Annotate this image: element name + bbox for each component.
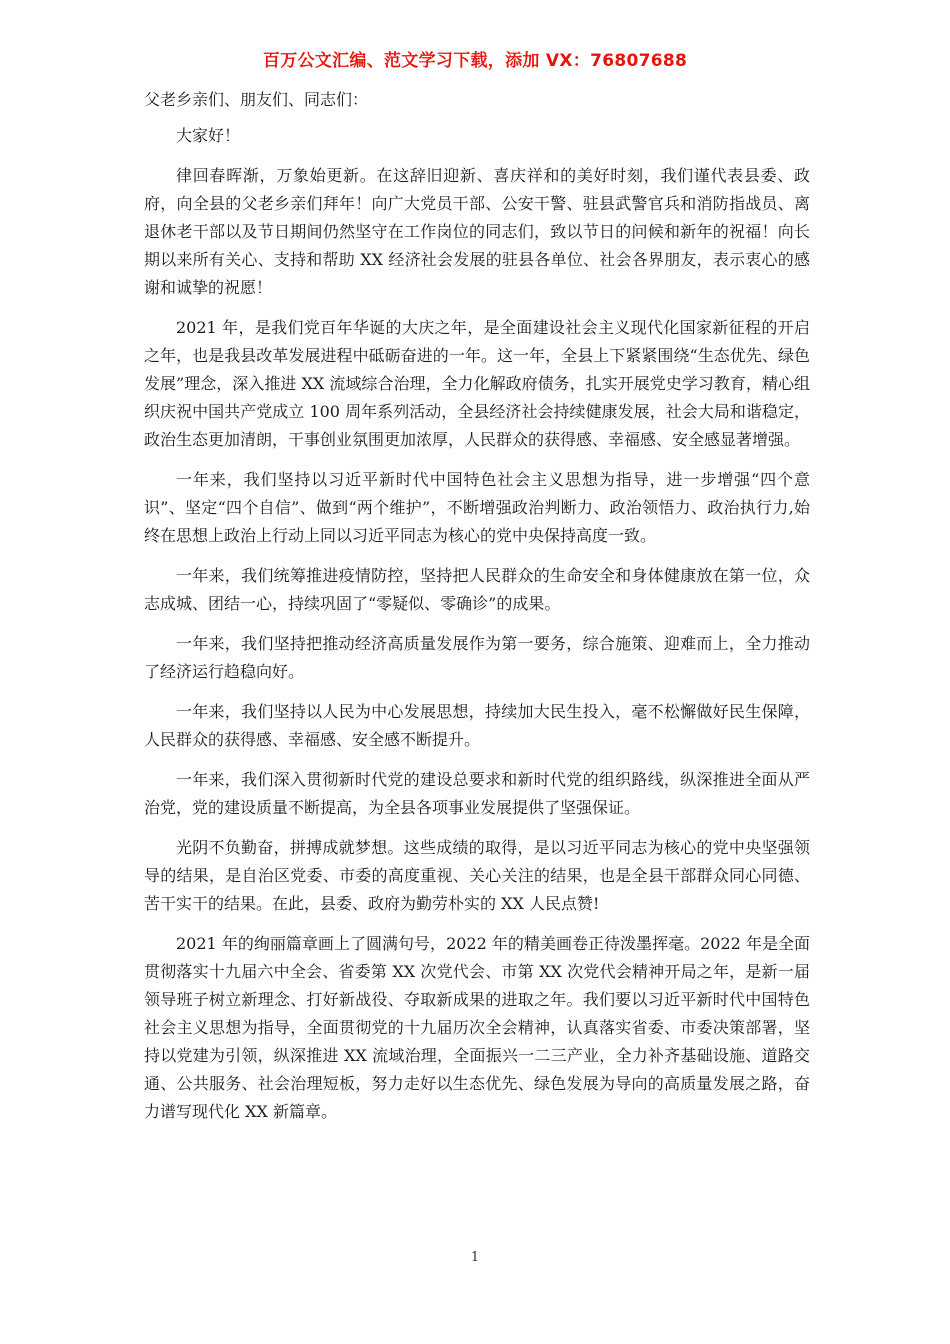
paragraph-new-year-wishes: 律回春晖渐，万象始更新。在这辞旧迎新、喜庆祥和的美好时刻，我们谨代表县委、政府，向全县的父老乡亲们拜年！向广大党员干部、公安干警、驻县武警官兵和消防指战员、离退休老干部以及节日期间仍然坚守在工作岗位的同志们，致以节日的问候和新年的祝福！向长期以来所有关心、支持和帮助 XX 经济社会发展的驻县各单位、社会各界朋友，表示衷心的感谢和诚挚的祝愿！ (144, 166, 810, 297)
header-banner: 百万公文汇编、范文学习下载，添加 VX：76807688 (262, 51, 688, 71)
paragraph-party-building: 一年来，我们深入贯彻新时代党的建设总要求和新时代党的组织路线，纵深推进全面从严治党，党的建设质量不断提高，为全县各项事业发展提供了坚强保证。 (144, 770, 810, 817)
page-number: 1 (470, 1250, 480, 1265)
paragraph-livelihood: 一年来，我们坚持以人民为中心发展思想，持续加大民生投入，毫不松懈做好民生保障，人民群众的获得感、幸福感、安全感不断提升。 (144, 702, 810, 749)
paragraph-epidemic-control: 一年来，我们统筹推进疫情防控，坚持把人民群众的生命安全和身体健康放在第一位，众志成城、团结一心，持续巩固了“零疑似、零确诊”的成果。 (144, 566, 810, 613)
paragraph-2022-outlook: 2021 年的绚丽篇章画上了圆满句号，2022 年的精美画卷正待泼墨挥毫。2022 年是全面贯彻落实十九届六中全会、省委第 XX 次党代会、市第 XX 次党代会精神开局之年，是新一届领导班子树立新理念、打好新战役、夺取新成果的进取之年。我们要以习近平新时代中国特色社会主义思想为指导，全面贯彻党的十九届历次全会精神，认真落实省委、市委决策部署，坚持以党建为引领，纵深推进 XX 流域治理，全面振兴一二三产业，全力补齐基础设施、道路交通、公共服务、社会治理短板，努力走好以生态优先、绿色发展为导向的高质量发展之路，奋力谱写现代化 XX 新篇章。 (144, 934, 810, 1121)
paragraph-greeting: 大家好！ (176, 126, 241, 145)
paragraph-political-guidance: 一年来，我们坚持以习近平新时代中国特色社会主义思想为指导，进一步增强“四个意识”、坚定“四个自信”、做到“两个维护”，不断增强政治判断力、政治领悟力、政治执行力,始终在思想上政治上行动上同以习近平同志为核心的党中央保持高度一致。 (144, 470, 810, 545)
paragraph-achievements: 光阴不负勤奋，拼搏成就梦想。这些成绩的取得，是以习近平同志为核心的党中央坚强领导的结果，是自治区党委、市委的高度重视、关心关注的结果，也是全县干部群众同心同德、苦干实干的结果。在此，县委、政府为勤劳朴实的 XX 人民点赞! (144, 838, 810, 913)
document-body (144, 86, 810, 1138)
paragraph-economic-development: 一年来，我们坚持把推动经济高质量发展作为第一要务，综合施策、迎难而上，全力推动了经济运行趋稳向好。 (144, 634, 810, 681)
paragraph-2021-review: 2021 年，是我们党百年华诞的大庆之年，是全面建设社会主义现代化国家新征程的开启之年，也是我县改革发展进程中砥砺奋进的一年。这一年，全县上下紧紧围绕“生态优先、绿色发展”理念，深入推进 XX 流域综合治理，全力化解政府债务，扎实开展党史学习教育，精心组织庆祝中国共产党成立 100 周年系列活动，全县经济社会持续健康发展，社会大局和谐稳定，政治生态更加清朗，干事创业氛围更加浓厚，人民群众的获得感、幸福感、安全感显著增强。 (144, 318, 810, 449)
salutation: 父老乡亲们、朋友们、同志们： (144, 90, 369, 109)
